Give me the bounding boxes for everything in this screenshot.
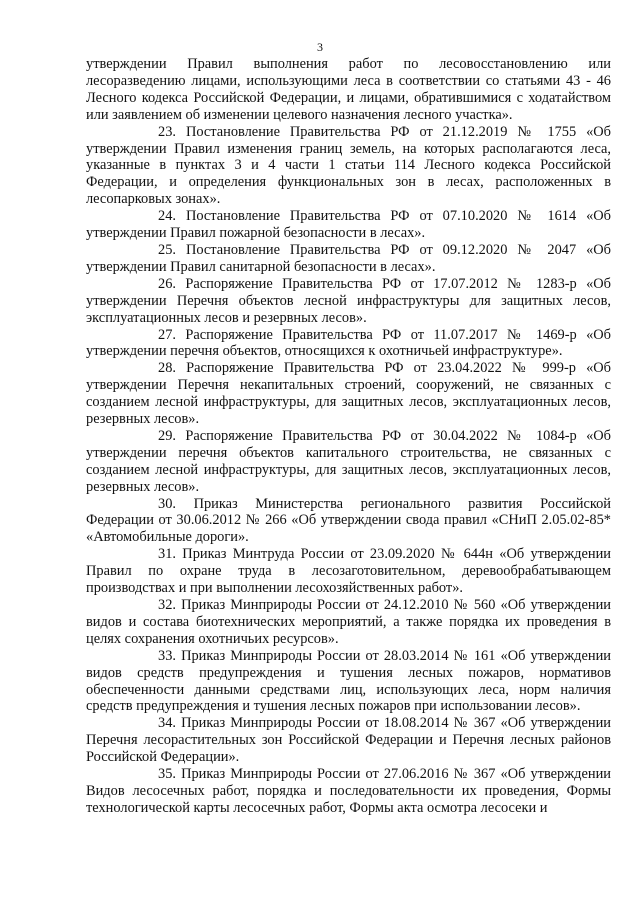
list-item-26: [86, 276, 611, 327]
item-number: 30.: [158, 495, 176, 512]
item-text: Постановление Правительства РФ от 07.10.2020 № 1614 «Об утверждении Правил пожарной безопасности в лесах».: [86, 208, 611, 242]
item-text: Приказ Минприроды России от 28.03.2014 № 161 «Об утверждении видов средств предупреждения и тушения лесных пожаров, нормативов обеспеченности данными средствами лиц, использующих леса, норм наличия средств предупреждения и тушения лесных пожаров при использовании лесов».: [86, 647, 611, 715]
item-text: Приказ Минприроды России от 18.08.2014 № 367 «Об утверждении Перечня лесорастительных зон Российской Федерации и Перечня лесных районов Российской Федерации».: [86, 715, 611, 766]
list-item-24: [86, 208, 611, 242]
item-number: 33.: [158, 647, 176, 664]
item-text: Распоряжение Правительства РФ от 11.07.2017 № 1469-р «Об утверждении перечня объектов, относящихся к охотничьей инфраструктуре».: [86, 326, 611, 360]
list-item-33: [86, 648, 611, 716]
list-item-34: [86, 715, 611, 766]
page-number: 3: [317, 40, 323, 54]
item-text: Распоряжение Правительства РФ от 23.04.2022 № 999-р «Об утверждении Перечня некапитальных строений, сооружений, не связанных с созданием лесной инфраструктуры, для защитных лесов, эксплуатационных лесов, резервных лесов».: [86, 360, 611, 428]
item-text: Распоряжение Правительства РФ от 17.07.2012 № 1283-р «Об утверждении Перечня объектов лесной инфраструктуры для защитных лесов, эксплуатационных лесов и резервных лесов».: [86, 275, 611, 326]
item-number: 24.: [158, 208, 176, 225]
list-item-30: [86, 496, 611, 547]
item-text: Приказ Минприроды России от 24.12.2010 № 560 «Об утверждении видов и состава биотехнических мероприятий, а также порядка их проведения в целях сохранения охотничьих ресурсов».: [86, 597, 611, 647]
item-number: 23.: [158, 123, 176, 140]
item-text: Приказ Минтруда России от 23.09.2020 № 644н «Об утверждении Правил по охране труда в лесозаготовительном, деревообрабатывающем производствах и при выполнении лесохозяйственных работ».: [86, 546, 611, 597]
document-body: [86, 56, 611, 817]
item-number: 32.: [158, 597, 176, 613]
list-item-28: [86, 360, 611, 428]
item-number: 29.: [158, 427, 176, 444]
list-item-27: [86, 327, 611, 361]
list-item-23: [86, 124, 611, 209]
item-text: Постановление Правительства РФ от 21.12.2019 № 1755 «Об утверждении Правил изменения границ земель, на которых располагаются леса, указанные в пунктах 3 и 4 части 1 статьи 114 Лесного кодекса Российской Федерации, и определения функциональных зон в лесах, расположенных в лесопарковых зонах».: [86, 123, 611, 208]
item-number: 28.: [158, 360, 176, 377]
list-item-35: [86, 766, 611, 817]
item-text: Приказ Министерства регионального развития Российской Федерации от 30.06.2012 № 266 «Об утверждении свода правил «СНиП 2.05.02-85* «Автомобильные дороги».: [86, 495, 611, 546]
list-item-31: [86, 546, 611, 597]
item-number: 25.: [158, 241, 176, 258]
item-number: 34.: [158, 715, 176, 732]
item-number: 26.: [158, 275, 176, 292]
item-number: 35.: [158, 766, 176, 783]
list-item-32: [86, 597, 611, 648]
list-item-29: [86, 428, 611, 496]
item-number: 31.: [158, 546, 176, 563]
item-text: Постановление Правительства РФ от 09.12.2020 № 2047 «Об утверждении Правил санитарной безопасности в лесах».: [86, 241, 611, 275]
intro-paragraph: утверждении Правил выполнения работ по лесовосстановлению или лесоразведению лицами, использующими леса в соответствии со статьями 43 - 46 Лесного кодекса Российской Федерации, и лицами, обратившимися с ходатайством или заявлением об изменении целевого назначения лесного участка».: [86, 56, 611, 123]
list-item-25: [86, 242, 611, 276]
item-number: 27.: [158, 326, 176, 343]
item-text: Приказ Минприроды России от 27.06.2016 № 367 «Об утверждении Видов лесосечных работ, порядка и последовательности их проведения, Формы технологической карты лесосечных работ, Формы акта осмотра лесосеки и: [86, 766, 611, 816]
item-text: Распоряжение Правительства РФ от 30.04.2022 № 1084-р «Об утверждении перечня объектов капитального строительства, не связанных с созданием лесной инфраструктуры, для защитных лесов, эксплуатационных лесов, резервных лесов».: [86, 427, 611, 495]
